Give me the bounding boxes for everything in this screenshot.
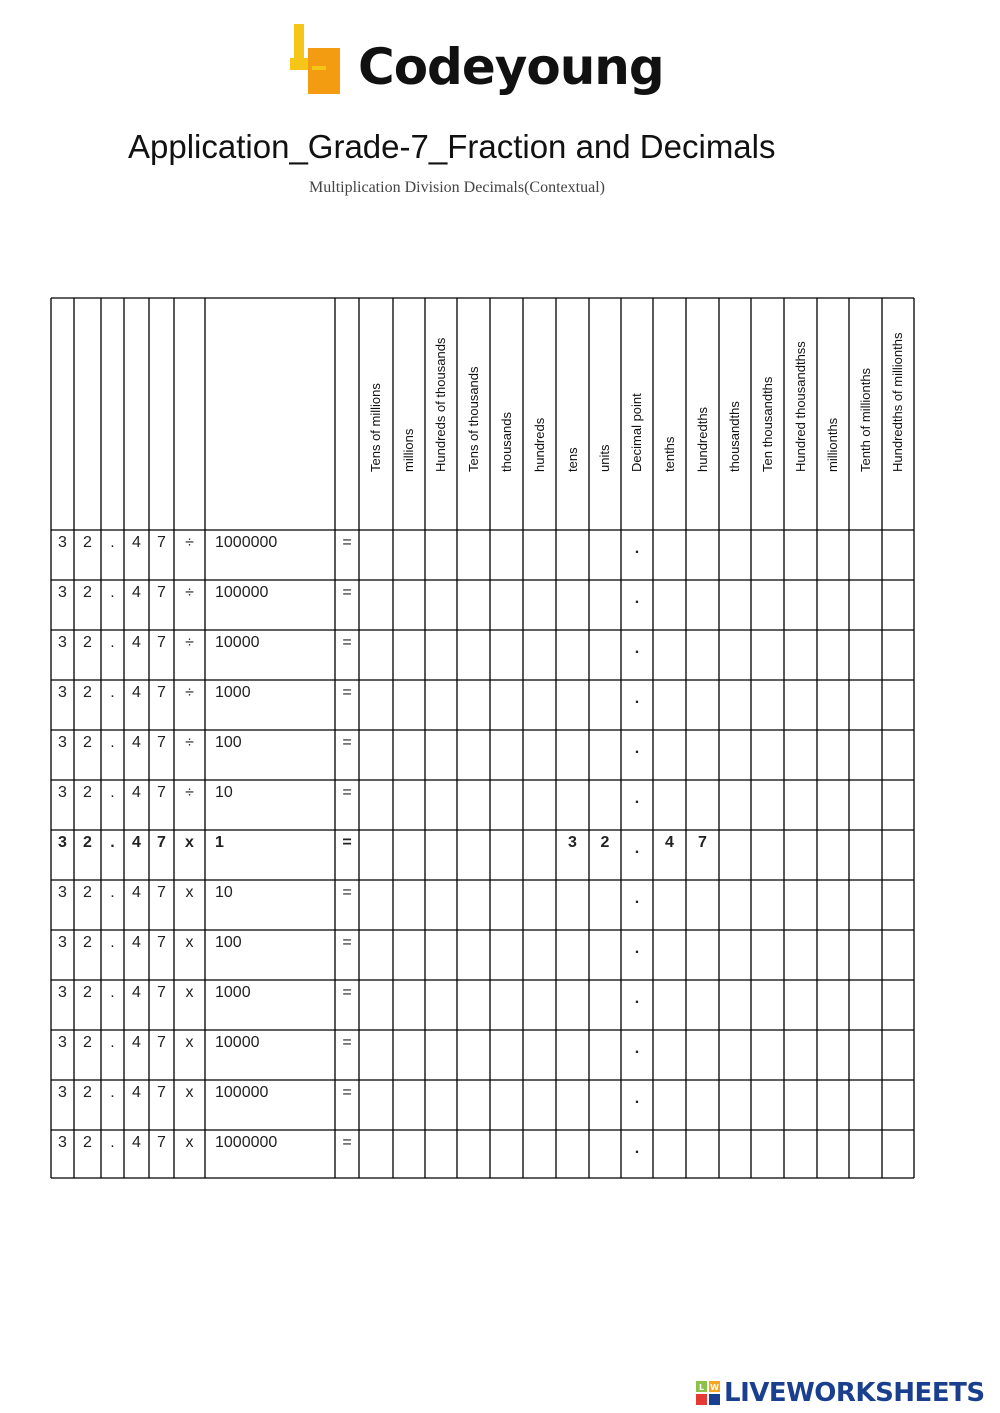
answer-decimal-point: . bbox=[634, 940, 640, 957]
place-value-header: thousandths bbox=[727, 401, 742, 472]
row-digit-3: 4 bbox=[132, 784, 141, 801]
answer-decimal-point: . bbox=[634, 1140, 640, 1157]
row-operator: x bbox=[185, 834, 194, 851]
row-operator: x bbox=[185, 934, 194, 951]
row-operator: x bbox=[185, 1084, 194, 1101]
row-operator: x bbox=[185, 884, 194, 901]
row-digit-2: 2 bbox=[83, 1134, 92, 1151]
row-digit-3: 4 bbox=[132, 734, 141, 751]
row-digit-4: 7 bbox=[157, 884, 166, 901]
row-digit-4: 7 bbox=[157, 534, 166, 551]
row-equals: = bbox=[342, 1134, 352, 1151]
row-digit-4: 7 bbox=[157, 1084, 166, 1101]
row-decimal-point: . bbox=[110, 684, 115, 701]
row-operand: 1 bbox=[215, 834, 224, 851]
row-digit-1: 3 bbox=[58, 984, 67, 1001]
row-operand: 100 bbox=[215, 734, 242, 751]
answer-decimal-point: . bbox=[634, 990, 640, 1007]
row-digit-3: 4 bbox=[132, 834, 141, 851]
place-value-header: Hundred thousandthss bbox=[792, 341, 808, 472]
row-decimal-point: . bbox=[110, 984, 115, 1001]
row-equals: = bbox=[342, 684, 352, 701]
row-operator: ÷ bbox=[185, 634, 194, 651]
row-digit-2: 2 bbox=[83, 684, 92, 701]
page-subtitle: Multiplication Division Decimals(Contextual) bbox=[309, 179, 605, 196]
row-operand: 10 bbox=[215, 884, 233, 901]
row-digit-3: 4 bbox=[132, 984, 141, 1001]
row-digit-3: 4 bbox=[132, 684, 141, 701]
place-value-header: Hundreds of thousands bbox=[433, 337, 448, 472]
answer-decimal-point: . bbox=[634, 890, 640, 907]
answer-digit: 3 bbox=[568, 834, 577, 851]
row-equals: = bbox=[342, 734, 352, 751]
place-value-header: Ten thousandths bbox=[759, 376, 775, 472]
row-equals: = bbox=[342, 634, 352, 651]
place-value-header: millions bbox=[401, 428, 416, 472]
place-value-header: tenths bbox=[661, 436, 677, 472]
row-equals: = bbox=[342, 1034, 352, 1051]
place-value-header: Tens of thousands bbox=[465, 366, 481, 472]
row-digit-4: 7 bbox=[157, 834, 166, 851]
answer-decimal-point: . bbox=[634, 1040, 640, 1057]
row-digit-2: 2 bbox=[83, 784, 92, 801]
row-operand: 10 bbox=[215, 784, 233, 801]
row-operator: ÷ bbox=[185, 784, 194, 801]
answer-decimal-point: . bbox=[634, 540, 640, 557]
row-digit-4: 7 bbox=[157, 734, 166, 751]
row-digit-3: 4 bbox=[132, 584, 141, 601]
answer-digit: 2 bbox=[600, 834, 610, 851]
row-digit-1: 3 bbox=[58, 1084, 67, 1101]
row-operator: ÷ bbox=[185, 684, 194, 701]
row-digit-4: 7 bbox=[157, 784, 166, 801]
row-digit-3: 4 bbox=[132, 1134, 141, 1151]
row-operand: 1000000 bbox=[215, 534, 278, 551]
row-operator: x bbox=[185, 1134, 194, 1151]
answer-digit: 4 bbox=[665, 834, 674, 851]
answer-decimal-point: . bbox=[634, 740, 640, 757]
row-decimal-point: . bbox=[110, 1034, 115, 1051]
row-digit-4: 7 bbox=[157, 934, 166, 951]
row-digit-2: 2 bbox=[83, 834, 92, 851]
answer-decimal-point: . bbox=[634, 1090, 640, 1107]
row-digit-2: 2 bbox=[83, 584, 92, 601]
row-operand: 10000 bbox=[215, 634, 260, 651]
row-operand: 1000000 bbox=[215, 1134, 278, 1151]
answer-decimal-point: . bbox=[634, 590, 640, 607]
row-equals: = bbox=[342, 984, 352, 1001]
row-equals: = bbox=[342, 884, 352, 901]
place-value-header: thousands bbox=[498, 412, 514, 472]
answer-decimal-point: . bbox=[634, 840, 640, 857]
page-title: Application_Grade-7_Fraction and Decimals bbox=[128, 128, 776, 165]
row-equals: = bbox=[342, 1084, 352, 1101]
row-operand: 1000 bbox=[215, 684, 251, 701]
row-operator: ÷ bbox=[185, 584, 194, 601]
row-digit-1: 3 bbox=[58, 584, 67, 601]
row-digit-1: 3 bbox=[58, 834, 67, 851]
brand-name: Codeyoung bbox=[358, 38, 664, 96]
row-digit-4: 7 bbox=[157, 584, 166, 601]
liveworksheets-logo-icon bbox=[696, 1381, 720, 1405]
place-value-header: hundredths bbox=[694, 406, 710, 472]
liveworksheets-footer bbox=[696, 1378, 996, 1408]
row-operand: 100000 bbox=[215, 584, 269, 601]
lw-badge-letter-w: W bbox=[710, 1383, 719, 1392]
row-digit-3: 4 bbox=[132, 1084, 141, 1101]
row-digit-1: 3 bbox=[58, 1034, 67, 1051]
row-operand: 10000 bbox=[215, 1034, 260, 1051]
row-digit-4: 7 bbox=[157, 684, 166, 701]
place-value-header: Tens of millions bbox=[368, 383, 383, 472]
row-digit-1: 3 bbox=[58, 1134, 67, 1151]
row-digit-1: 3 bbox=[58, 934, 67, 951]
row-digit-1: 3 bbox=[58, 534, 67, 551]
row-digit-2: 2 bbox=[83, 984, 92, 1001]
row-digit-4: 7 bbox=[157, 634, 166, 651]
place-value-header: Decimal point bbox=[629, 393, 644, 472]
liveworksheets-brand: LIVEWORKSHEETS bbox=[724, 1378, 985, 1408]
row-digit-2: 2 bbox=[83, 734, 92, 751]
row-digit-1: 3 bbox=[58, 634, 67, 651]
row-equals: = bbox=[342, 784, 352, 801]
row-digit-2: 2 bbox=[83, 934, 92, 951]
row-decimal-point: . bbox=[110, 934, 115, 951]
place-value-header: millionths bbox=[825, 417, 840, 472]
row-decimal-point: . bbox=[110, 1134, 115, 1151]
answer-decimal-point: . bbox=[634, 790, 640, 807]
place-value-header: tens bbox=[564, 447, 580, 472]
answer-decimal-point: . bbox=[634, 640, 640, 657]
row-digit-2: 2 bbox=[83, 634, 92, 651]
place-value-header: units bbox=[597, 444, 612, 472]
lw-badge-letter-l: L bbox=[698, 1383, 705, 1392]
row-operator: x bbox=[185, 1034, 194, 1051]
row-digit-3: 4 bbox=[132, 634, 141, 651]
row-digit-2: 2 bbox=[83, 1034, 92, 1051]
row-digit-3: 4 bbox=[132, 934, 141, 951]
row-equals: = bbox=[342, 834, 352, 851]
row-digit-2: 2 bbox=[83, 884, 92, 901]
answer-digit: 7 bbox=[698, 834, 707, 851]
row-decimal-point: . bbox=[110, 1084, 115, 1101]
row-equals: = bbox=[342, 534, 352, 551]
row-equals: = bbox=[342, 934, 352, 951]
row-digit-2: 2 bbox=[83, 534, 92, 551]
row-digit-2: 2 bbox=[83, 1084, 92, 1101]
row-operator: ÷ bbox=[185, 734, 194, 751]
row-operator: x bbox=[185, 984, 194, 1001]
row-equals: = bbox=[342, 584, 352, 601]
row-decimal-point: . bbox=[110, 634, 115, 651]
row-digit-3: 4 bbox=[132, 884, 141, 901]
row-digit-4: 7 bbox=[157, 1034, 166, 1051]
answer-decimal-point: . bbox=[634, 690, 640, 707]
row-digit-3: 4 bbox=[132, 534, 141, 551]
row-operand: 1000 bbox=[215, 984, 251, 1001]
row-decimal-point: . bbox=[110, 584, 115, 601]
place-value-header: hundreds bbox=[531, 417, 547, 472]
place-value-header: Tenth of millionths bbox=[857, 367, 873, 472]
row-digit-1: 3 bbox=[58, 734, 67, 751]
row-decimal-point: . bbox=[110, 734, 115, 751]
row-digit-4: 7 bbox=[157, 984, 166, 1001]
place-value-header: Hundredths of millionths bbox=[890, 332, 905, 472]
row-decimal-point: . bbox=[110, 784, 115, 801]
row-operand: 100 bbox=[215, 934, 242, 951]
row-digit-1: 3 bbox=[58, 684, 67, 701]
row-decimal-point: . bbox=[110, 884, 115, 901]
row-operand: 100000 bbox=[215, 1084, 269, 1101]
row-operator: ÷ bbox=[185, 534, 194, 551]
row-digit-1: 3 bbox=[58, 784, 67, 801]
row-decimal-point: . bbox=[110, 834, 115, 851]
row-digit-3: 4 bbox=[132, 1034, 141, 1051]
row-digit-1: 3 bbox=[58, 884, 67, 901]
row-digit-4: 7 bbox=[157, 1134, 166, 1151]
row-decimal-point: . bbox=[110, 534, 115, 551]
